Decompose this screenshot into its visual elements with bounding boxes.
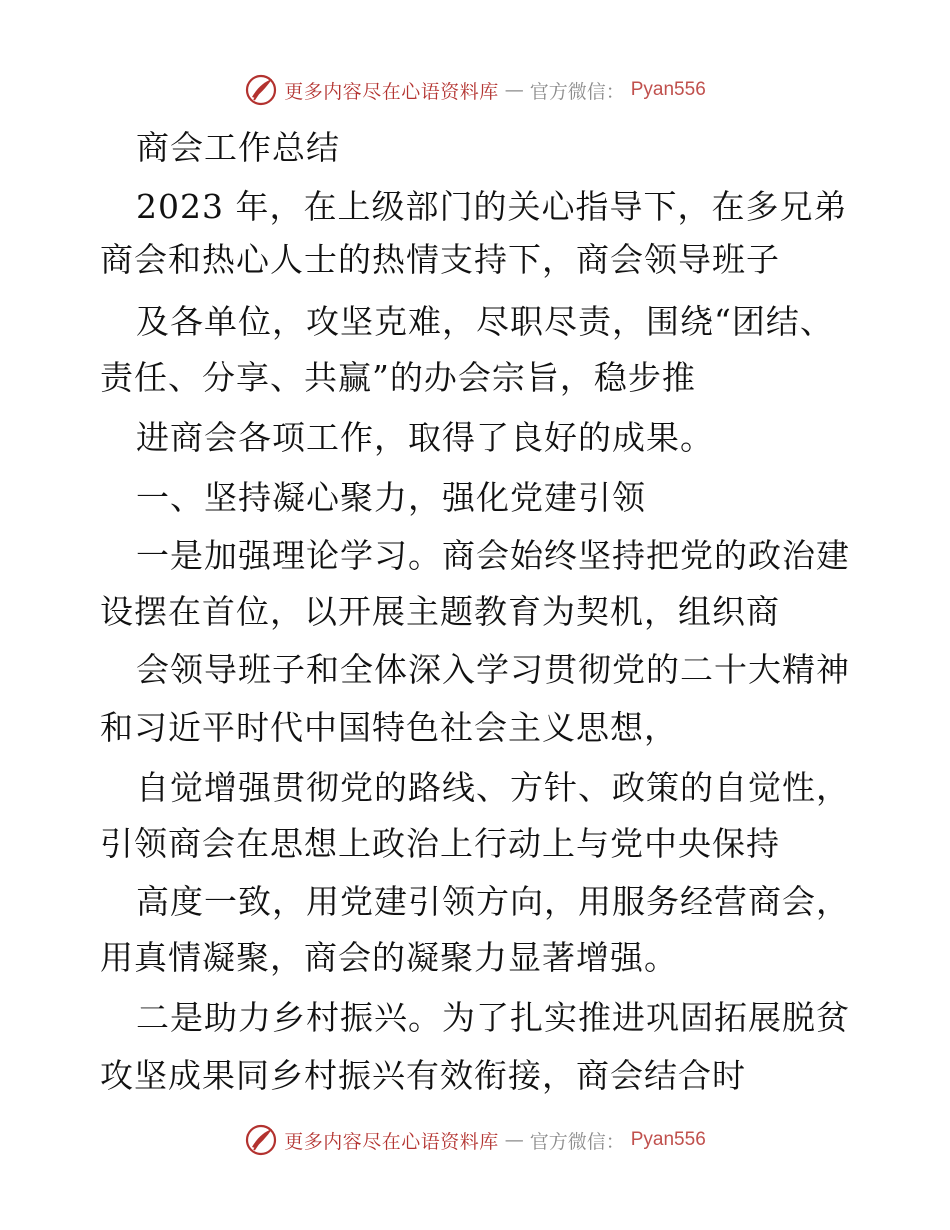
paragraph-line: 高度一致，用党建引领方向，用服务经营商会，: [136, 882, 850, 921]
paragraph-line: 引领商会在思想上政治上行动上与党中央保持: [100, 824, 780, 863]
banner-wechat-label: 官方微信：: [529, 80, 625, 103]
paragraph-line: 自觉增强贯彻党的路线、方针、政策的自觉性，: [136, 768, 850, 807]
paragraph-line: 商会和热心人士的热情支持下，商会领导班子: [100, 240, 780, 279]
banner-wechat-id: Pyan556: [630, 79, 706, 100]
paragraph-line: 用真情凝聚，商会的凝聚力显著增强。: [100, 938, 678, 977]
header-banner: [0, 70, 950, 110]
banner-site-text: 更多内容尽在心语资料库: [284, 1130, 499, 1153]
banner-separator: —: [504, 79, 524, 101]
banner-wechat-id: Pyan556: [630, 1129, 706, 1150]
paragraph-line: 2023 年，在上级部门的关心指导下，在多兄弟: [136, 187, 848, 226]
banner-site-text: 更多内容尽在心语资料库: [284, 80, 499, 103]
paragraph-line: 和习近平时代中国特色社会主义思想，: [100, 708, 678, 747]
paragraph-line: 会领导班子和全体深入学习贯彻党的二十大精神: [136, 650, 850, 689]
paragraph-line: 设摆在首位，以开展主题教育为契机，组织商: [100, 592, 780, 631]
quill-pen-logo-icon: [244, 1123, 278, 1157]
paragraph-line: 一是加强理论学习。商会始终坚持把党的政治建: [136, 536, 850, 575]
banner-separator: —: [504, 1129, 524, 1151]
paragraph-line: 攻坚成果同乡村振兴有效衔接，商会结合时: [100, 1056, 746, 1095]
document-title: 商会工作总结: [136, 128, 340, 167]
section-heading: 一、坚持凝心聚力，强化党建引领: [136, 478, 646, 517]
paragraph-line: 及各单位，攻坚克难，尽职尽责，围绕“团结、: [136, 302, 834, 341]
quill-pen-logo-icon: [244, 73, 278, 107]
paragraph-line: 责任、分享、共赢”的办会宗旨，稳步推: [100, 358, 696, 397]
banner-wechat-label: 官方微信：: [529, 1130, 625, 1153]
paragraph-line: 进商会各项工作，取得了良好的成果。: [136, 418, 714, 457]
paragraph-line: 二是助力乡村振兴。为了扎实推进巩固拓展脱贫: [136, 998, 850, 1037]
footer-banner: [0, 1120, 950, 1160]
